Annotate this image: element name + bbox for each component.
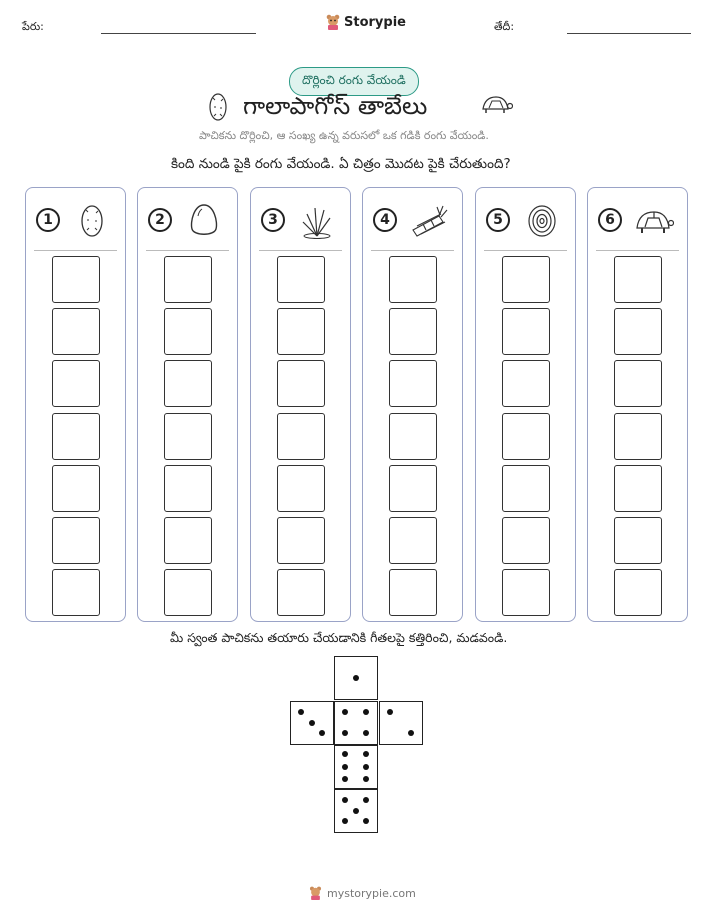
color-cell[interactable] bbox=[502, 465, 550, 512]
sugarcane-icon bbox=[409, 202, 449, 240]
color-cell[interactable] bbox=[502, 360, 550, 407]
color-cell[interactable] bbox=[614, 465, 662, 512]
color-cell[interactable] bbox=[164, 360, 212, 407]
color-cell[interactable] bbox=[389, 465, 437, 512]
color-cell[interactable] bbox=[502, 413, 550, 460]
egg-icon bbox=[184, 202, 224, 240]
color-cell[interactable] bbox=[389, 256, 437, 303]
die-pip bbox=[298, 709, 304, 715]
color-cell[interactable] bbox=[614, 256, 662, 303]
die-face-1 bbox=[334, 656, 378, 700]
column-number: 2 bbox=[148, 208, 172, 232]
column-number: 5 bbox=[486, 208, 510, 232]
color-cell[interactable] bbox=[502, 517, 550, 564]
color-cell[interactable] bbox=[614, 308, 662, 355]
column-divider bbox=[146, 250, 229, 251]
color-cell[interactable] bbox=[614, 413, 662, 460]
die-pip bbox=[363, 818, 369, 824]
name-label: పేరు: bbox=[22, 20, 44, 33]
die-pip bbox=[408, 730, 414, 736]
column-6 bbox=[587, 187, 688, 622]
activity-pill: దొర్లించి రంగు వేయండి bbox=[289, 67, 419, 96]
color-cell[interactable] bbox=[389, 360, 437, 407]
cactus-title-icon bbox=[206, 92, 230, 122]
color-cell[interactable] bbox=[614, 569, 662, 616]
color-cell[interactable] bbox=[164, 308, 212, 355]
color-cell[interactable] bbox=[164, 569, 212, 616]
die-pip bbox=[363, 751, 369, 757]
column-3 bbox=[250, 187, 351, 622]
color-cell[interactable] bbox=[277, 569, 325, 616]
footer bbox=[309, 886, 416, 900]
color-cell[interactable] bbox=[277, 517, 325, 564]
die-pip bbox=[342, 818, 348, 824]
tortoise-shell-icon bbox=[522, 202, 562, 240]
grass-icon bbox=[297, 202, 337, 240]
question: కింది నుండి పైకి రంగు వేయండి. ఏ చిత్రం మొదట పైకి చేరుతుంది? bbox=[171, 156, 511, 172]
die-pip bbox=[353, 808, 359, 814]
color-cell[interactable] bbox=[164, 517, 212, 564]
name-field[interactable] bbox=[101, 33, 256, 34]
footer-url[interactable]: mystorypie.com bbox=[327, 886, 416, 900]
color-cell[interactable] bbox=[502, 256, 550, 303]
color-cell[interactable] bbox=[389, 308, 437, 355]
die-pip bbox=[319, 730, 325, 736]
tortoise-title-icon bbox=[479, 94, 513, 116]
brand-name: Storypie bbox=[344, 14, 406, 30]
die-pip bbox=[342, 776, 348, 782]
column-5 bbox=[475, 187, 576, 622]
color-cell[interactable] bbox=[277, 413, 325, 460]
color-cell[interactable] bbox=[52, 413, 100, 460]
subtitle: పాచికను దొర్లించి, ఆ సంఖ్య ఉన్న వరుసలో ఒక గడికి రంగు వేయండి. bbox=[199, 129, 489, 142]
cactus-icon bbox=[72, 202, 112, 240]
color-cell[interactable] bbox=[277, 256, 325, 303]
color-cell[interactable] bbox=[52, 517, 100, 564]
color-cell[interactable] bbox=[52, 569, 100, 616]
die-pip bbox=[342, 797, 348, 803]
die-pip bbox=[363, 797, 369, 803]
date-label: తేదీ: bbox=[494, 20, 515, 33]
die-face-2 bbox=[379, 701, 423, 745]
color-cell[interactable] bbox=[52, 256, 100, 303]
column-number: 1 bbox=[36, 208, 60, 232]
die-pip bbox=[309, 720, 315, 726]
die-pip bbox=[363, 709, 369, 715]
bear-footer-icon bbox=[309, 886, 322, 900]
column-1 bbox=[25, 187, 126, 622]
color-cell[interactable] bbox=[277, 465, 325, 512]
column-divider bbox=[259, 250, 342, 251]
brand-logo bbox=[326, 14, 406, 30]
color-cell[interactable] bbox=[614, 360, 662, 407]
column-divider bbox=[371, 250, 454, 251]
color-cell[interactable] bbox=[277, 360, 325, 407]
die-pip bbox=[387, 709, 393, 715]
column-4 bbox=[362, 187, 463, 622]
bear-icon bbox=[326, 14, 340, 30]
die-pip bbox=[342, 730, 348, 736]
die-face-4 bbox=[334, 701, 378, 745]
color-cell[interactable] bbox=[164, 465, 212, 512]
color-cell[interactable] bbox=[614, 517, 662, 564]
color-cell[interactable] bbox=[502, 308, 550, 355]
column-divider bbox=[596, 250, 679, 251]
column-2 bbox=[137, 187, 238, 622]
die-pip bbox=[363, 764, 369, 770]
color-cell[interactable] bbox=[52, 308, 100, 355]
die-face-6 bbox=[334, 745, 378, 789]
column-number: 6 bbox=[598, 208, 622, 232]
column-number: 4 bbox=[373, 208, 397, 232]
color-cell[interactable] bbox=[389, 517, 437, 564]
column-divider bbox=[484, 250, 567, 251]
color-cell[interactable] bbox=[52, 360, 100, 407]
column-number: 3 bbox=[261, 208, 285, 232]
color-cell[interactable] bbox=[389, 569, 437, 616]
tortoise-icon bbox=[634, 202, 674, 240]
date-field[interactable] bbox=[567, 33, 691, 34]
die-pip bbox=[342, 751, 348, 757]
color-cell[interactable] bbox=[277, 308, 325, 355]
color-cell[interactable] bbox=[164, 256, 212, 303]
die-face-3 bbox=[290, 701, 334, 745]
color-cell[interactable] bbox=[502, 569, 550, 616]
die-pip bbox=[363, 730, 369, 736]
die-pip bbox=[363, 776, 369, 782]
column-divider bbox=[34, 250, 117, 251]
page-title: గాలాపాగోస్ తాబేలు bbox=[243, 92, 428, 120]
die-face-5 bbox=[334, 789, 378, 833]
color-cell[interactable] bbox=[164, 413, 212, 460]
die-pip bbox=[342, 709, 348, 715]
die-pip bbox=[342, 764, 348, 770]
die-pip bbox=[353, 675, 359, 681]
dice-instruction: మీ స్వంత పాచికను తయారు చేయడానికి గీతలపై కత్తిరించి, మడవండి. bbox=[170, 630, 508, 645]
color-cell[interactable] bbox=[389, 413, 437, 460]
color-cell[interactable] bbox=[52, 465, 100, 512]
